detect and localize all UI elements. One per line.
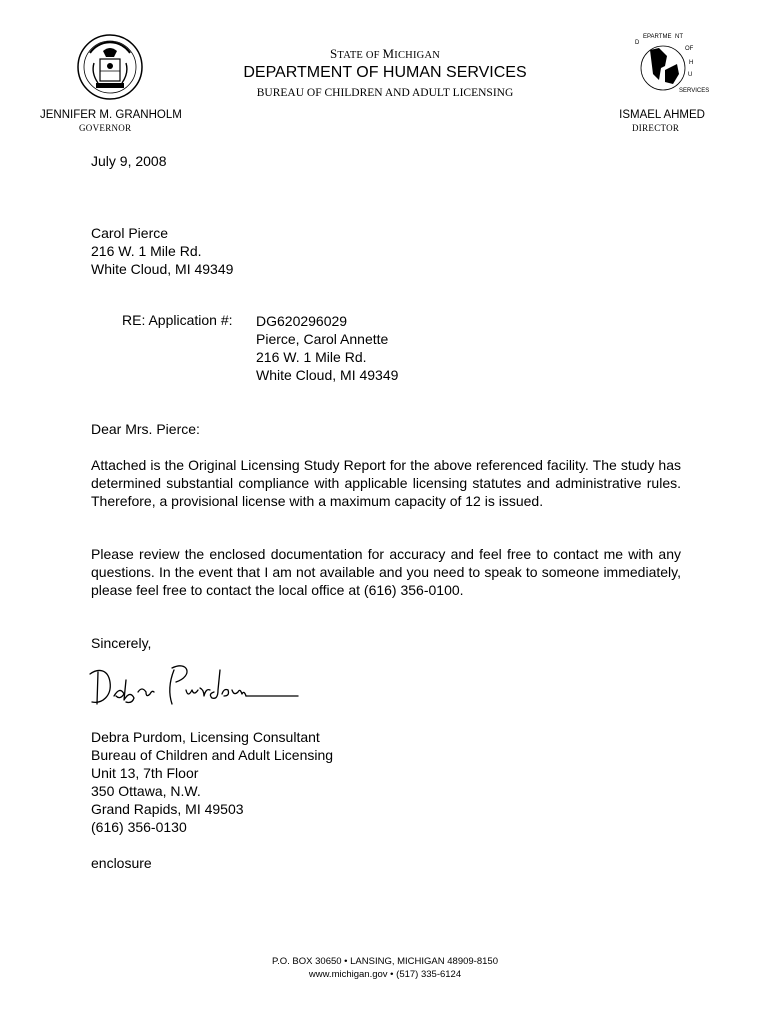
recipient-city: White Cloud, MI 49349 xyxy=(91,261,234,277)
bureau-heading: BUREAU OF CHILDREN AND ADULT LICENSING xyxy=(256,87,514,99)
closing: Sincerely, xyxy=(91,635,152,651)
re-label: RE: Application #: xyxy=(122,312,233,328)
state-of-michigan-heading: STATE OF MICHIGAN xyxy=(329,46,441,61)
application-number: DG620296029 xyxy=(256,313,348,329)
signer-phone: (616) 356-0130 xyxy=(91,819,187,835)
signer-name-title: Debra Purdom, Licensing Consultant xyxy=(91,729,320,745)
salutation: Dear Mrs. Pierce: xyxy=(91,421,200,437)
applicant-street: 216 W. 1 Mile Rd. xyxy=(256,349,367,365)
paragraph-review-request: Please review the enclosed documentation for accuracy and feel free to contact me with any questions. In the event that I am not available and you need to speak to someone immediately, please feel free to contact the local office at (616) 356-0100. xyxy=(91,546,681,598)
svg-text:OF: OF xyxy=(685,46,694,52)
governor-title: GOVERNOR xyxy=(79,123,132,133)
svg-text:D: D xyxy=(635,40,640,46)
svg-text:H: H xyxy=(689,60,694,66)
recipient-name: Carol Pierce xyxy=(91,225,169,241)
applicant-name: Pierce, Carol Annette xyxy=(256,331,389,347)
signer-bureau: Bureau of Children and Adult Licensing xyxy=(91,747,334,763)
footer-address: P.O. BOX 30650 • LANSING, MICHIGAN 48909-8150 xyxy=(272,956,498,967)
paragraph-license-study: Attached is the Original Licensing Study Report for the above referenced facility. The study has determined substantial compliance with applicable licensing statutes and administrative rules. Therefore, a provisional license with a maximum capacity of 12 is issued. xyxy=(91,457,681,509)
svg-text:EPARTME: EPARTME xyxy=(643,34,672,40)
governor-name: JENNIFER M. GRANHOLM xyxy=(40,109,182,121)
svg-text:SERVICES: SERVICES xyxy=(679,88,710,94)
signer-street: 350 Ottawa, N.W. xyxy=(91,783,201,799)
applicant-city: White Cloud, MI 49349 xyxy=(256,367,399,383)
footer-contact: www.michigan.gov • (517) 335-6124 xyxy=(308,969,462,980)
svg-text:U: U xyxy=(688,72,693,78)
recipient-street: 216 W. 1 Mile Rd. xyxy=(91,243,202,259)
director-title: DIRECTOR xyxy=(632,123,680,133)
signer-unit: Unit 13, 7th Floor xyxy=(91,765,199,781)
recipient-address xyxy=(91,224,233,278)
enclosure-note: enclosure xyxy=(91,855,152,871)
director-name: ISMAEL AHMED xyxy=(619,109,705,121)
re-details xyxy=(256,312,398,384)
letter-date: July 9, 2008 xyxy=(91,153,167,169)
signer-city: Grand Rapids, MI 49503 xyxy=(91,801,244,817)
signature-block xyxy=(91,728,333,836)
svg-text:NT: NT xyxy=(675,34,683,40)
handwritten-signature xyxy=(88,660,303,710)
department-heading: DEPARTMENT OF HUMAN SERVICES xyxy=(243,64,527,81)
